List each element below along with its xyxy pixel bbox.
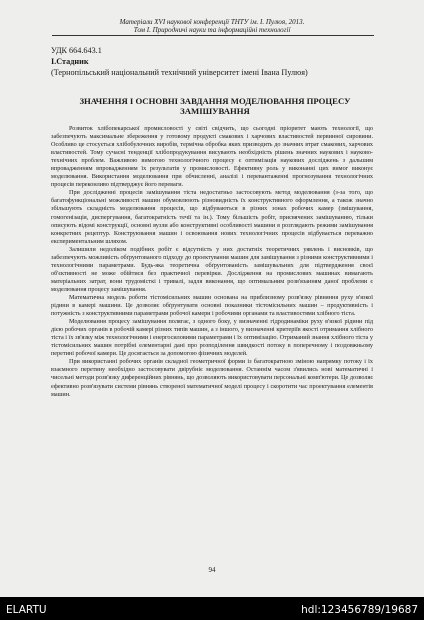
body-paragraph: При використанні робочих органів складної геометричної форми із багатократною зміною напрямку потоку і їх взаємного перетину необхідно застосовувати двірубніє моделювання. Останнім часом з'явились нові математичні і чисельні методи розв'язку диференційних рівнянь, що дозволяють використовувати персональні комп'ютери. Це дозволяє ефективно розв'язувати системи рівнянь створеної математичної моделі процесу і скоротити час проектування елементів машин. xyxy=(51,358,373,398)
paper-body xyxy=(51,125,373,556)
author-name: І.Стадник xyxy=(51,57,89,66)
author-affiliation: (Тернопільський національний технічний університет імені Івана Пулюя) xyxy=(51,68,308,77)
paper-title: ЗНАЧЕННЯ І ОСНОВНІ ЗАВДАННЯ МОДЕЛЮВАННЯ ПРОЦЕСУ ЗАМІШУВАННЯ xyxy=(79,96,351,116)
repository-name: ELARTU xyxy=(6,604,47,616)
body-paragraph: Моделювання процесу замішування полягає, з одного боку, у визначенні гідродинаміки руху в'язкої рідини під дією робочих органів в робочій камері різних типів машин, а з іншого, у визначенні критеріїв якості отримання хлібного тіста і їх зв'язку між технологічними і енергосиловими параметрами і їх оптимізацію. Отриманий знання хлібного тіста у тістомісильних машин потрібні елементарні дані про розподілення швидкості потоку в поперечному і поздовжньому перетині робочої камери. Це досягається за допомогою фізичних моделей. xyxy=(51,318,373,358)
running-header-line2: Том І. Природничі науки та інформаційні технології xyxy=(133,26,291,34)
udc-code: УДК 664.643.1 xyxy=(51,46,102,55)
body-paragraph: Розвиток хлібопекарської промисловості у світі свідчить, що сьогодні пріоритет мають технології, що забезпечують максимальне збереження у готовому продукті смакових і харчових властивостей первинної сировини. Особливо це стосується хлібобулочних виробів, термічна обробка яких призводить до значних втрат смакових, харчових властивостей. Тому сучасні тенденції хлібопродукування висувають необхідність рішень значних наукових і науково-технічних проблем. Важливою вимогою технологічного процесу є оптимізація наукових досліджень з дальшим впровадженням впровадженням їх результатів у промисловості. Ефективну роль у виконанні цих вимог виконує моделювання. Використання моделювання при обчисленні, аналізі і перевантаженні прогнозування технологічних процесів переконливо підтверджує його переваги. xyxy=(51,125,373,189)
body-paragraph: При дослідженні процесів замішування тіста недостатньо застосовують метод моделювання (з-за того, що багатофункціональні можливості машин обумовлюють різновидність їх конструктивного оформлення, а також значно збільшують складність моделювання процесів, що відбуваються в різних зонах робочих камер (змішування, гомогенізація, диспергування, багатократність течії та ін.). Тому більшість робіт, присвячених замішуванню, тільки описують відомі конструкції, основні вузли або конструктивні особливості машини в розглядають режими замішування конкретних рецептур. Конструювання машин і освоювання нових технологічних процесів відбувається переважно експериментальним шляхом. xyxy=(51,189,373,245)
page-number: 94 xyxy=(208,566,216,574)
body-paragraph: Залишили недоліком подібних робіт є відсутність у них достатніх теоретичних уявлень і висновків, що забезпечують можливість обґрунтованого підходу до проектування машин для замішування з різними конструктивними і технологічними параметрами. Будь-яка теоретична обґрунтованість замішувальних для підтвердження своєї об'єктивності не може обійтися без практичної перевірки. Дослідження на промислових машинах вимагають матеріальних затрат, вони трудомісткі і тривалі, задля виконання, що оптимальним розв'язанням даної проблеми є моделювання процесу замішування. xyxy=(51,245,373,293)
handle-id: hdl:123456789/19687 xyxy=(301,604,418,616)
header-divider xyxy=(52,35,374,36)
running-header-line1: Матеріали XVІ наукової конференції ТНТУ ім. І. Пулюя, 2013. xyxy=(119,18,305,26)
body-paragraph: Математична модель роботи тістомісильних машин основана на приблизному розв'язку рівняння руху в'язкої рідини в камері машини. Це дозволяє обґрунтувати основні показники тістомісильних машин – продуктивність і потужність з конструктивними параметрами робочої камери і робочими органами та властивостями хлібного тіста. xyxy=(51,293,373,318)
